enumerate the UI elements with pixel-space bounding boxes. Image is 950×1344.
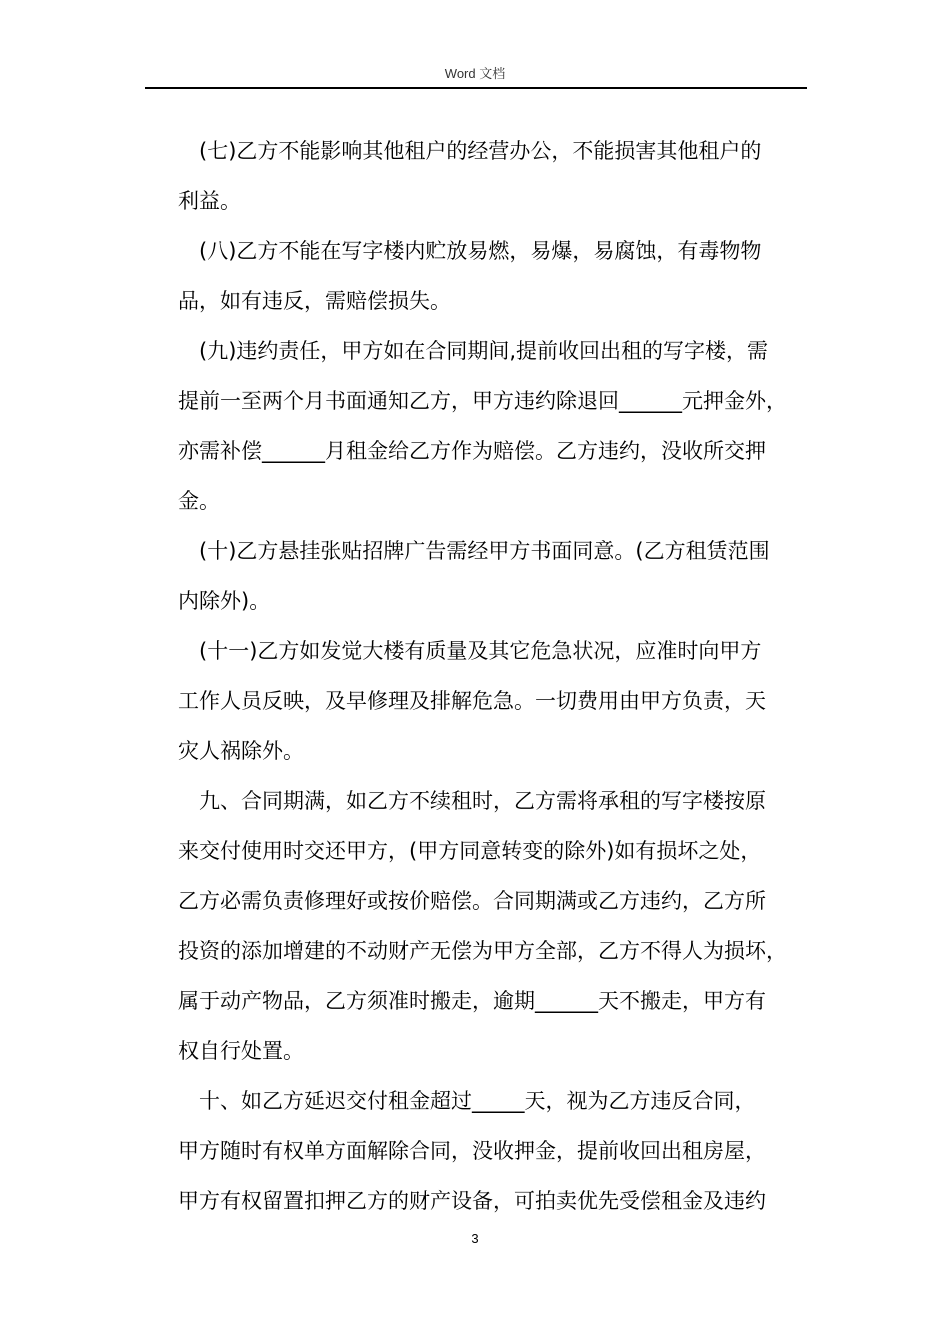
- text-line: 九、合同期满，如乙方不续租时，乙方需将承租的写字楼按原: [199, 789, 766, 813]
- paragraph-9: [178, 326, 818, 526]
- paragraph-7: [178, 126, 818, 226]
- clause-nine: [178, 776, 818, 1076]
- text-line: 甲方随时有权单方面解除合同，没收押金，提前收回出租房屋，: [178, 1139, 766, 1163]
- text-line: 利益。: [178, 189, 241, 213]
- text-line: (七)乙方不能影响其他租户的经营办公，不能损害其他租户的: [199, 139, 762, 163]
- text-line: (十一)乙方如发觉大楼有质量及其它危急状况，应准时向甲方: [199, 639, 762, 663]
- header-title: Word 文档: [444, 66, 506, 81]
- paragraph-11: [178, 626, 818, 776]
- paragraph-10: [178, 526, 818, 626]
- text-line: 品，如有违反，需赔偿损失。: [178, 289, 451, 313]
- page-number: 3: [471, 1231, 479, 1246]
- text-line: 属于动产物品，乙方须准时搬走，逾期______天不搬走，甲方有: [178, 989, 766, 1013]
- paragraph-8: [178, 226, 818, 326]
- text-line: 提前一至两个月书面通知乙方，甲方违约除退回______元押金外，: [178, 389, 787, 413]
- text-line: (九)违约责任，甲方如在合同期间,提前收回出租的写字楼，需: [199, 339, 769, 363]
- clause-ten: [178, 1076, 818, 1226]
- text-line: 灾人祸除外。: [178, 739, 304, 763]
- document-body: [178, 126, 818, 1226]
- text-line: 工作人员反映，及早修理及排解危急。一切费用由甲方负责，天: [178, 689, 766, 713]
- header-divider: [145, 87, 807, 89]
- text-line: (十)乙方悬挂张贴招牌广告需经甲方书面同意。(乙方租赁范围: [199, 539, 770, 563]
- text-line: 乙方必需负责修理好或按价赔偿。合同期满或乙方违约，乙方所: [178, 889, 766, 913]
- text-line: 亦需补偿______月租金给乙方作为赔偿。乙方违约，没收所交押: [178, 439, 766, 463]
- text-line: 甲方有权留置扣押乙方的财产设备，可拍卖优先受偿租金及违约: [178, 1189, 766, 1213]
- text-line: 内除外)。: [178, 589, 271, 613]
- text-line: 十、如乙方延迟交付租金超过_____天，视为乙方违反合同，: [199, 1089, 756, 1113]
- text-line: 金。: [178, 489, 220, 513]
- text-line: 权自行处置。: [178, 1039, 304, 1063]
- text-line: 投资的添加增建的不动财产无偿为甲方全部，乙方不得人为损坏，: [178, 939, 787, 963]
- text-line: (八)乙方不能在写字楼内贮放易燃，易爆，易腐蚀，有毒物物: [199, 239, 762, 263]
- text-line: 来交付使用时交还甲方，(甲方同意转变的除外)如有损坏之处，: [178, 839, 762, 863]
